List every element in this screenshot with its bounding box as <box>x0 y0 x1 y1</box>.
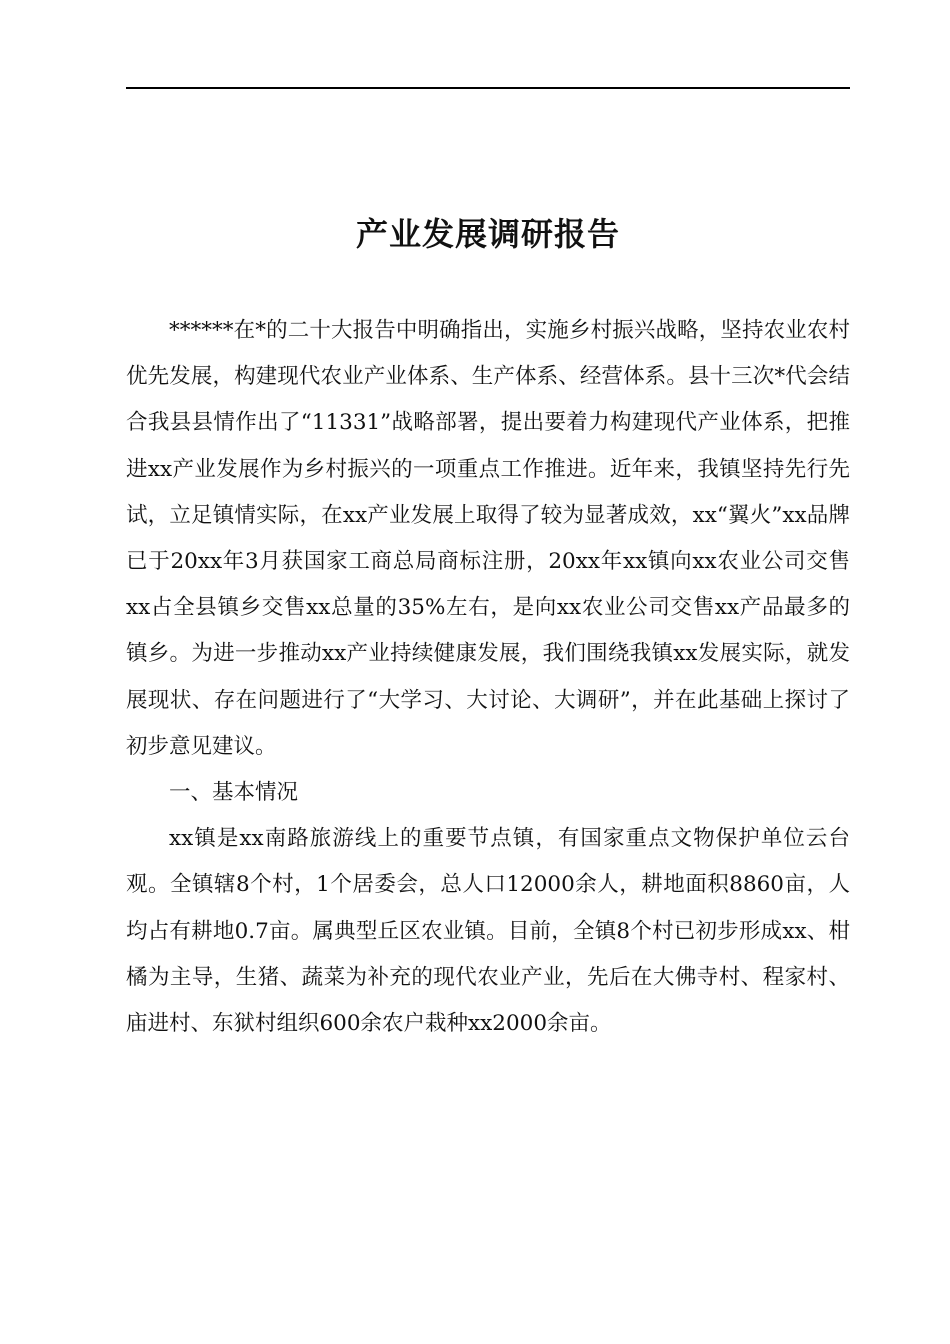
document-title: 产业发展调研报告 <box>355 215 620 253</box>
section-heading: 一、基本情况 <box>169 780 299 806</box>
document-body <box>126 308 850 1047</box>
header-rule <box>126 87 850 89</box>
section-paragraph: xx镇是xx南路旅游线上的重要节点镇，有国家重点文物保护单位云台观。全镇辖8个村，1个居委会，总人口12000余人，耕地面积8860亩，人均占有耕地0.7亩。属典型丘区农业镇。目前，全镇8个村已初步形成xx、柑橘为主导，生猪、蔬菜为补充的现代农业产业，先后在大佛寺村、程家村、庙进村、东狱村组织600余农户栽种xx2000余亩。 <box>126 826 850 1037</box>
intro-paragraph: ******在*的二十大报告中明确指出，实施乡村振兴战略，坚持农业农村优先发展，构建现代农业产业体系、生产体系、经营体系。县十三次*代会结合我县县情作出了“11331”战略部署，提出要着力构建现代产业体系，把推进xx产业发展作为乡村振兴的一项重点工作推进。近年来，我镇坚持先行先试，立足镇情实际，在xx产业发展上取得了较为显著成效，xx“翼火”xx品牌已于20xx年3月获国家工商总局商标注册，20xx年xx镇向xx农业公司交售xx占全县镇乡交售xx总量的35%左右，是向xx农业公司交售xx产品最多的镇乡。为进一步推动xx产业持续健康发展，我们围绕我镇xx发展实际，就发展现状、存在问题进行了“大学习、大讨论、大调研”，并在此基础上探讨了初步意见建议。 <box>126 318 850 759</box>
